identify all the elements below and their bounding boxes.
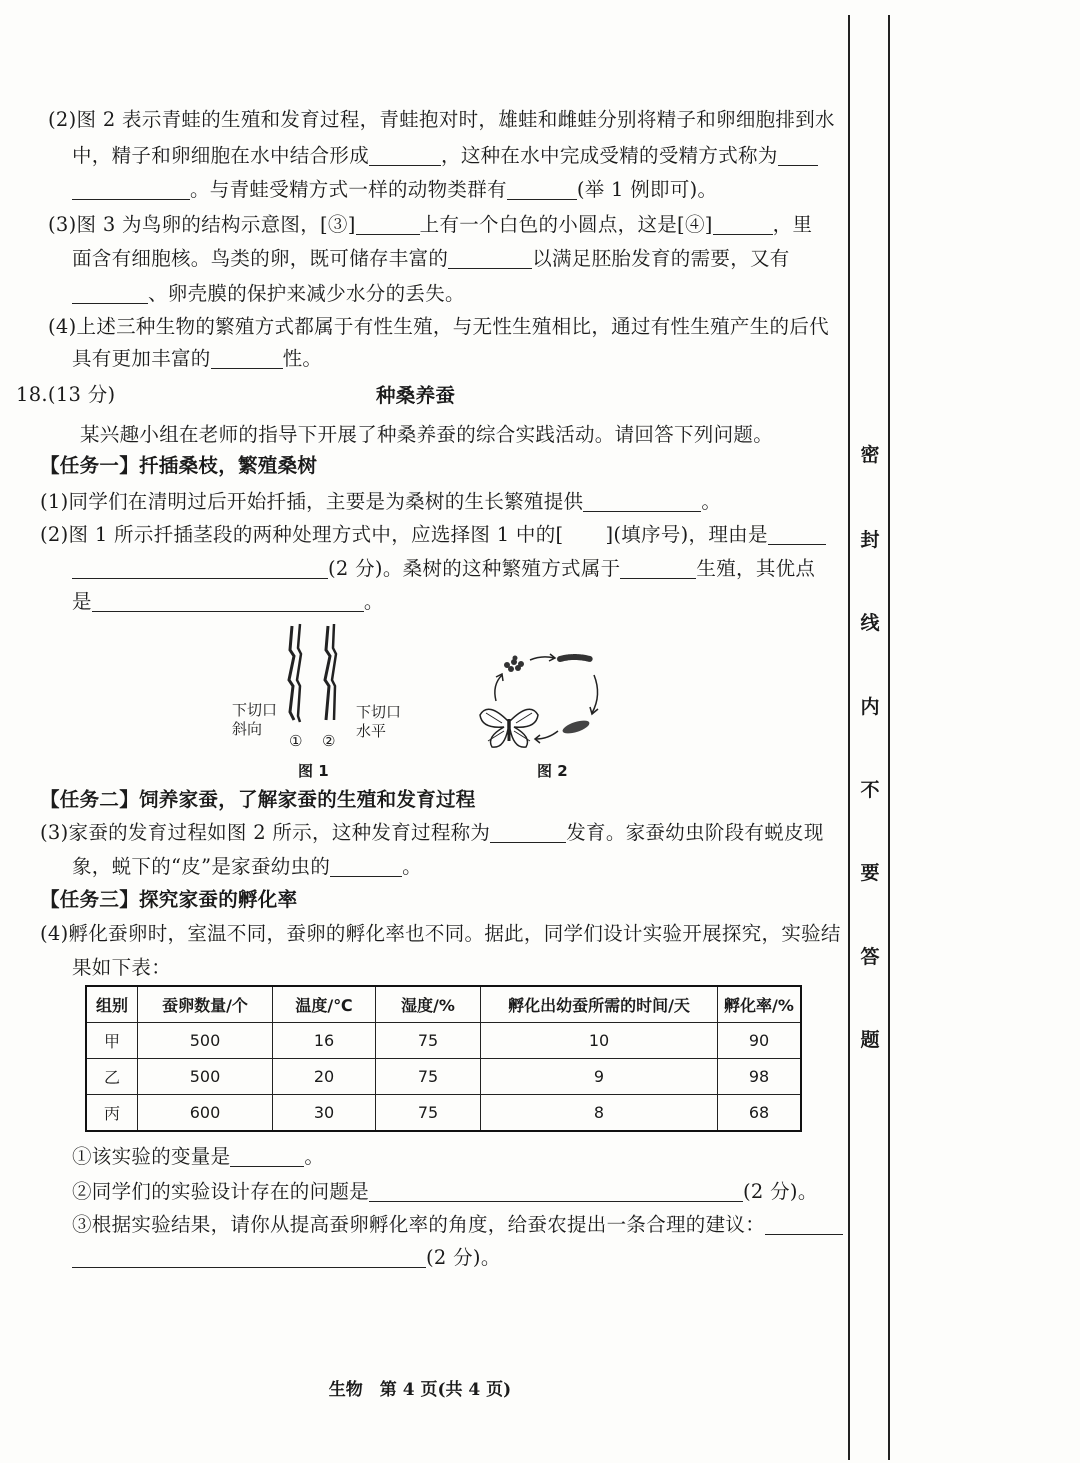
- answer-blank[interactable]: [765, 1214, 843, 1235]
- question-score: (13 分): [47, 383, 116, 406]
- q17-part2-line1: (2)图 2 表示青蛙的生殖和发育过程，青蛙抱对时，雄蛙和雌蛙分别将精子和卵细胞排到水: [48, 108, 835, 131]
- fig1-number-1: ①: [289, 732, 303, 750]
- table-cell: 甲: [86, 1023, 138, 1059]
- task1-q2-line1: (2)图 1 所示扦插茎段的两种处理方式中，应选择图 1 中的[ ](填序号)，理由是: [40, 521, 826, 549]
- figure-2-silkworm-cycle: [474, 645, 604, 755]
- table-cell: 8: [481, 1095, 718, 1132]
- larva-icon: [560, 657, 590, 659]
- table-header: 湿度/%: [376, 986, 481, 1023]
- binding-line-right: [888, 15, 890, 1460]
- table-header: 孵化率/%: [718, 986, 802, 1023]
- table-row: [86, 1095, 801, 1132]
- side-char: 密: [860, 444, 880, 466]
- table-cell: 20: [273, 1059, 376, 1095]
- q17-part3-line2: 面含有细胞核。鸟类的卵，既可储存丰富的 以满足胚胎发育的需要，又有: [72, 247, 790, 270]
- task2-heading: 【任务二】饲养家蚕，了解家蚕的生殖和发育过程: [40, 788, 476, 811]
- q17-part4-line2: 具有更加丰富的 性。: [72, 347, 323, 370]
- table-row: [86, 1059, 801, 1095]
- answer-blank[interactable]: [768, 524, 826, 545]
- page-footer: 生物 第 4 页(共 4 页): [328, 1380, 512, 1400]
- table-cell: 丙: [86, 1095, 138, 1132]
- task1-heading: 【任务一】扦插桑枝，繁殖桑树: [40, 454, 318, 477]
- table-cell: 乙: [86, 1059, 138, 1095]
- answer-blank[interactable]: [330, 856, 402, 877]
- answer-blank[interactable]: [72, 558, 328, 579]
- answer-blank[interactable]: [713, 214, 773, 235]
- table-header: 孵化出幼蚕所需的时间/天: [481, 986, 718, 1023]
- sub-question-3-line2: (2 分)。: [72, 1244, 501, 1272]
- table-cell: 90: [718, 1023, 802, 1059]
- fig1-right-label: 下切口 水平: [356, 703, 402, 740]
- fig1-caption: 图 1: [298, 762, 329, 780]
- answer-blank[interactable]: [356, 214, 420, 235]
- table-cell: 16: [273, 1023, 376, 1059]
- table-cell: 30: [273, 1095, 376, 1132]
- side-char: 题: [860, 1029, 880, 1051]
- table-header: 温度/℃: [273, 986, 376, 1023]
- q18-intro: 某兴趣小组在老师的指导下开展了种桑养蚕的综合实践活动。请回答下列问题。: [80, 423, 774, 446]
- task2-q3-line1: (3)家蚕的发育过程如图 2 所示，这种发育过程称为 发育。家蚕幼虫阶段有蜕皮现: [40, 821, 824, 844]
- table-cell: 500: [138, 1059, 273, 1095]
- table-cell: 9: [481, 1059, 718, 1095]
- table-cell: 68: [718, 1095, 802, 1132]
- side-char: 答: [860, 946, 880, 968]
- answer-blank[interactable]: [583, 491, 701, 512]
- fig2-caption: 图 2: [537, 762, 568, 780]
- question-number: 18.: [16, 383, 48, 406]
- task3-heading: 【任务三】探究家蚕的孵化率: [40, 888, 298, 911]
- hatching-results-table: [85, 985, 802, 1132]
- side-char: 要: [860, 862, 880, 884]
- answer-blank[interactable]: [72, 1247, 426, 1268]
- task1-q2-line3: 是 。: [72, 590, 384, 613]
- butterfly-icon: [480, 709, 538, 747]
- table-cell: 10: [481, 1023, 718, 1059]
- q18-header: [16, 381, 115, 409]
- table-row: [86, 1023, 801, 1059]
- sub-question-1: ①该实验的变量是 。: [72, 1145, 325, 1168]
- q17-part2-line3: 。与青蛙受精方式一样的动物类群有 (举 1 例即可)。: [72, 176, 717, 204]
- q18-title: 种桑养蚕: [376, 384, 456, 407]
- fig1-left-label: 下切口 斜向: [232, 701, 278, 738]
- side-char: 不: [860, 779, 880, 801]
- answer-blank[interactable]: [620, 558, 696, 579]
- q17-part3-line3: 、卵壳膜的保护来减少水分的丢失。: [72, 280, 465, 308]
- answer-blank[interactable]: [72, 283, 148, 304]
- sub-question-2: ②同学们的实验设计存在的问题是 (2 分)。: [72, 1180, 818, 1203]
- answer-blank[interactable]: [211, 348, 283, 369]
- task3-q4-line2: 果如下表：: [72, 956, 172, 979]
- q17-part3-line1: (3)图 3 为鸟卵的结构示意图，[③] 上有一个白色的小圆点，这是[④] ，里: [48, 213, 813, 236]
- q17-part2-line2: 中，精子和卵细胞在水中结合形成 ，这种在水中完成受精的受精方式称为: [72, 142, 818, 170]
- task3-q4-line1: (4)孵化蚕卵时，室温不同，蚕卵的孵化率也不同。据此，同学们设计实验开展探究，实验结: [40, 922, 841, 945]
- table-cell: 500: [138, 1023, 273, 1059]
- answer-blank[interactable]: [778, 145, 818, 166]
- answer-blank[interactable]: [72, 179, 190, 200]
- answer-blank[interactable]: [230, 1146, 304, 1167]
- table-header: 组别: [86, 986, 138, 1023]
- answer-blank[interactable]: [507, 179, 577, 200]
- side-char: 封: [860, 529, 880, 551]
- binding-line-left: [848, 15, 850, 1460]
- table-cell: 75: [376, 1059, 481, 1095]
- answer-blank[interactable]: [448, 248, 532, 269]
- table-cell: 98: [718, 1059, 802, 1095]
- answer-blank[interactable]: [369, 1181, 743, 1202]
- answer-blank[interactable]: [369, 145, 441, 166]
- fig1-number-2: ②: [322, 732, 336, 750]
- task1-q2-line2: (2 分)。桑树的这种繁殖方式属于 生殖，其优点: [72, 555, 815, 583]
- answer-blank[interactable]: [92, 591, 364, 612]
- q17-part4-line1: (4)上述三种生物的繁殖方式都属于有性生殖，与无性生殖相比，通过有性生殖产生的后代: [48, 315, 829, 338]
- answer-blank[interactable]: [490, 822, 566, 843]
- task1-q1: (1)同学们在清明过后开始扦插，主要是为桑树的生长繁殖提供 。: [40, 490, 722, 513]
- egg-cluster-icon: [504, 656, 524, 673]
- table-cell: 75: [376, 1023, 481, 1059]
- table-header-row: [86, 986, 801, 1023]
- side-char: 线: [860, 612, 880, 634]
- table-header: 蚕卵数量/个: [138, 986, 273, 1023]
- sub-question-3-line1: ③根据实验结果，请你从提高蚕卵孵化率的角度，给蚕农提出一条合理的建议：: [72, 1211, 843, 1239]
- pupa-icon: [561, 718, 591, 736]
- table-cell: 75: [376, 1095, 481, 1132]
- table-cell: 600: [138, 1095, 273, 1132]
- figure-1-cuttings: [270, 620, 350, 730]
- side-char: 内: [860, 696, 880, 718]
- task2-q3-line2: 象，蜕下的“皮”是家蚕幼虫的 。: [72, 855, 422, 878]
